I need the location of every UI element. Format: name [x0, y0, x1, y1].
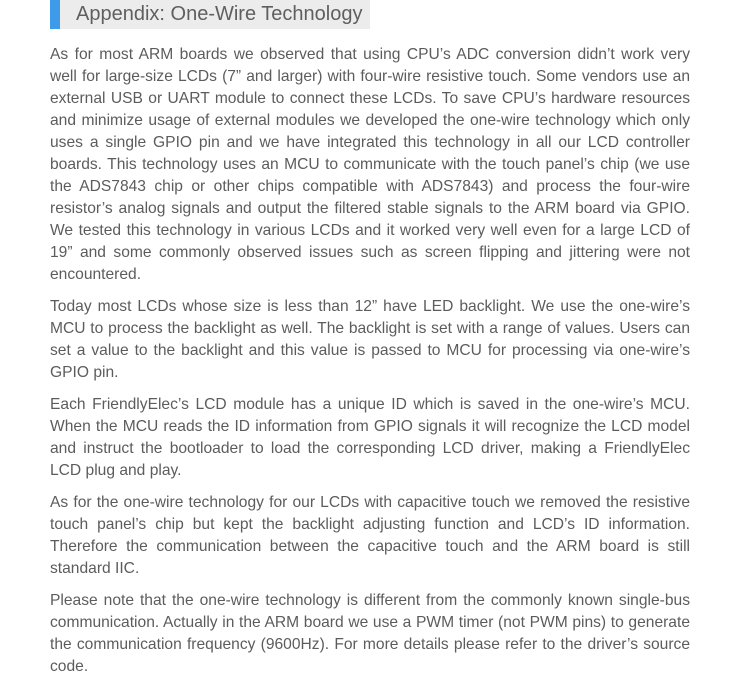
paragraph-backlight: Today most LCDs whose size is less than 12” have LED backlight. We use the one-wire’s MCU to process the backlight as well. The backlight is set with a range of values. Users can set a value to the backlight and this value is passed to MCU for processing via one-wire’s GPIO pin.	[50, 298, 690, 381]
paragraph-capacitive-touch: As for the one-wire technology for our LCDs with capacitive touch we removed the resistive touch panel’s chip but kept the backlight adjusting function and LCD’s ID information. Therefore the communication between the capacitive touch and the ARM board is still standard IIC.	[50, 494, 690, 577]
document-body	[50, 44, 690, 688]
section-heading	[50, 0, 370, 29]
section-title: Appendix: One-Wire Technology	[76, 3, 363, 25]
heading-accent-bar	[50, 0, 60, 29]
paragraph-lcd-id: Each FriendlyElec’s LCD module has a unique ID which is saved in the one-wire’s MCU. When the MCU reads the ID information from GPIO signals it will recognize the LCD model and instruct the bootloader to load the corresponding LCD driver, making a FriendlyElec LCD plug and play.	[50, 396, 690, 479]
paragraph-note-pwm: Please note that the one-wire technology is different from the commonly known single-bus communication. Actually in the ARM board we use a PWM timer (not PWM pins) to generate the communication frequency (9600Hz). For more details please refer to the driver’s source code.	[50, 592, 690, 675]
paragraph-adc-one-wire-touch: As for most ARM boards we observed that using CPU’s ADC conversion didn’t work very well for large-size LCDs (7” and larger) with four-wire resistive touch. Some vendors use an external USB or UART module to connect these LCDs. To save CPU’s hardware resources and minimize usage of external modules we developed the one-wire technology which only uses a single GPIO pin and we have integrated this technology in all our LCD controller boards. This technology uses an MCU to communicate with the touch panel’s chip (we use the ADS7843 chip or other chips compatible with ADS7843) and process the four-wire resistor’s analog signals and output the filtered stable signals to the ARM board via GPIO. We tested this technology in various LCDs and it worked very well even for a large LCD of 19” and some commonly observed issues such as screen flipping and jittering were not encountered.	[50, 46, 690, 283]
